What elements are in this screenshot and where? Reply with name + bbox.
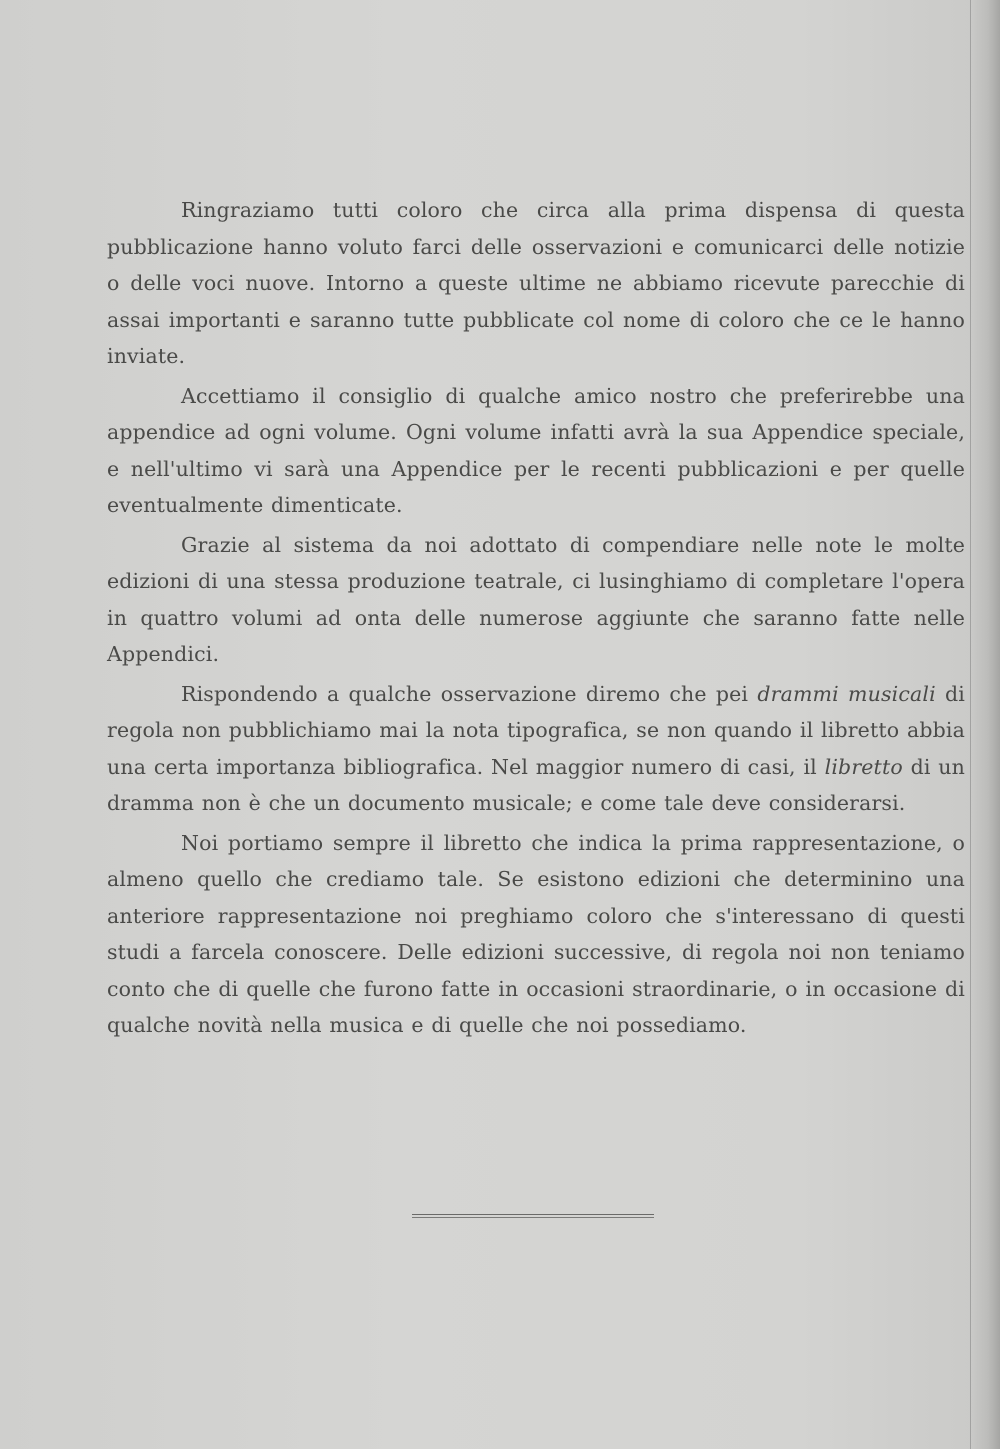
paragraph-1: Ringraziamo tutti coloro che circa alla prima dispensa di questa pubblicazione hanno voluto farci delle osservazioni e comunicarci delle notizie o delle voci nuove. Intorno a queste ultime ne abbiamo ricevute parecchie di assai importanti e saranno tutte pubblicate col nome di coloro che ce le hanno inviate. [107, 198, 965, 368]
page-edge-line [970, 0, 971, 1449]
body-text [107, 192, 965, 1047]
paragraph-4-part-1: Rispondendo a qualche osservazione diremo che pei [181, 681, 758, 706]
paragraph-5: Noi portiamo sempre il libretto che indica la prima rappresentazione, o almeno quello che crediamo tale. Se esistono edizioni che determinino una anteriore rappresentazione noi preghiamo coloro che s'interessano di questi studi a farcela conoscere. Delle edizioni successive, di regola noi non teniamo conto che di quelle che furono fatte in occasioni straordinarie, o in occasione di qualche novità nella musica e di quelle che noi possediamo. [107, 830, 965, 1037]
page-edge-shadow [970, 0, 1000, 1449]
rule-line-bottom [412, 1217, 654, 1218]
italic-term-drammi-musicali: drammi musicali [757, 681, 936, 706]
paragraph-4-part-2: di regola non pubblichiamo mai la nota tipografica, se non quando il libretto abbia una certa importanza bibliografica. Nel maggior numero di casi, il [107, 681, 965, 779]
paragraph-4 [107, 676, 965, 822]
paragraph-4-part-3: di un dramma non è che un documento musicale; e come tale deve considerarsi. [107, 754, 965, 815]
italic-term-libretto: libretto [824, 754, 903, 779]
paragraph-2: Accettiamo il consiglio di qualche amico nostro che preferirebbe una appendice ad ogni volume. Ogni volume infatti avrà la sua Appendice speciale, e nell'ultimo vi sarà una Appendice per le recenti pubblicazioni e per quelle eventualmente dimenticate. [107, 383, 965, 517]
rule-line-top [412, 1214, 654, 1215]
closing-double-rule [412, 1214, 654, 1219]
paragraph-3: Grazie al sistema da noi adottato di compendiare nelle note le molte edizioni di una stessa produzione teatrale, ci lusinghiamo di completare l'opera in quattro volumi ad onta delle numerose aggiunte che saranno fatte nelle Appendici. [107, 532, 965, 666]
